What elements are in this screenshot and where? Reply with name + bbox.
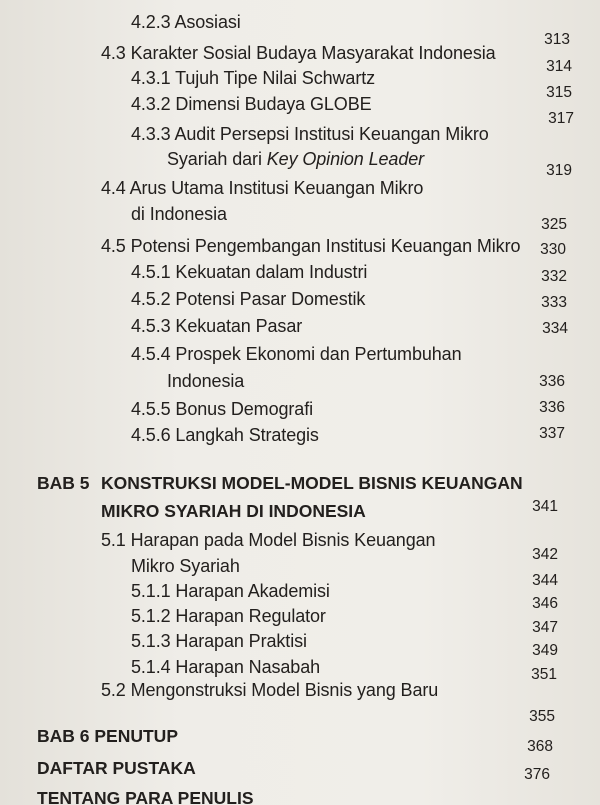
toc-entry-5-1-2: 5.1.2 Harapan Regulator [131,606,326,626]
toc-entry-4-5-1: 4.5.1 Kekuatan dalam Industri [131,262,368,282]
toc-entry-4-3-1: 4.3.1 Tujuh Tipe Nilai Schwartz [131,68,376,88]
toc-page-number: 337 [539,425,565,442]
toc-page-number: 332 [541,268,567,285]
toc-page-number: 368 [527,738,553,755]
chapter-label-bab-5: BAB 5 [37,473,90,493]
toc-page-number: 346 [532,595,558,612]
toc-page-number: 341 [532,498,558,515]
toc-entry-4-5-2: 4.5.2 Potensi Pasar Domestik [131,289,366,309]
toc-page-number: 317 [548,110,574,127]
toc-page-number: 319 [546,162,572,179]
toc-entry-4-5-6: 4.5.6 Langkah Strategis [131,425,319,445]
toc-entry-4-5-4: 4.5.4 Prospek Ekonomi dan Pertumbuhan [131,344,462,364]
toc-page-number: 314 [546,58,572,75]
toc-entry-5-2: 5.2 Mengonstruksi Model Bisnis yang Baru [101,680,439,700]
toc-entry-4-3-3-cont: Syariah dari Key Opinion Leader [167,149,425,169]
bibliography-entry: DAFTAR PUSTAKA [37,758,196,778]
toc-page-number: 351 [531,666,557,683]
toc-entry-4-3-2: 4.3.2 Dimensi Budaya GLOBE [131,94,372,114]
toc-entry-4-5-4-cont: Indonesia [167,371,245,391]
toc-entry-5-1-1: 5.1.1 Harapan Akademisi [131,581,330,601]
toc-entry-5-1-cont: Mikro Syariah [131,556,240,576]
toc-entry-4-4-cont: di Indonesia [131,204,227,224]
toc-page-number: 330 [540,241,566,258]
chapter-bab-6: BAB 6 PENUTUP [37,726,178,746]
toc-page-number: 342 [532,546,558,563]
toc-page-number: 376 [524,766,550,783]
toc-page-number: 313 [544,31,570,48]
toc-page-number: 325 [541,216,567,233]
toc-page-number: 355 [529,708,555,725]
toc-entry-4-5-5: 4.5.5 Bonus Demografi [131,399,314,419]
toc-entry-4-3: 4.3 Karakter Sosial Budaya Masyarakat Indonesia [101,43,496,63]
toc-page-number: 333 [541,294,567,311]
toc-page-number: 349 [532,642,558,659]
toc-entry-4-3-3: 4.3.3 Audit Persepsi Institusi Keuangan Mikro [131,124,489,144]
toc-entry-4-4: 4.4 Arus Utama Institusi Keuangan Mikro [101,178,424,198]
toc-page-number: 334 [542,320,568,337]
chapter-title-bab-5: KONSTRUKSI MODEL-MODEL BISNIS KEUANGAN [101,473,523,493]
toc-page-number: 336 [539,399,565,416]
chapter-title-bab-5-cont: MIKRO SYARIAH DI INDONESIA [101,501,366,521]
toc-entry-5-1: 5.1 Harapan pada Model Bisnis Keuangan [101,530,436,550]
toc-entry-4-5: 4.5 Potensi Pengembangan Institusi Keuangan Mikro [101,236,521,256]
toc-page-number: 315 [546,84,572,101]
toc-page-number: 344 [532,572,558,589]
toc-entry-5-1-3: 5.1.3 Harapan Praktisi [131,631,307,651]
toc-entry-5-1-4: 5.1.4 Harapan Nasabah [131,657,321,677]
toc-page-number: 336 [539,373,565,390]
about-authors-entry: TENTANG PARA PENULIS [37,788,254,805]
toc-page-number: 347 [532,619,558,636]
toc-entry-4-2-3: 4.2.3 Asosiasi [131,12,241,32]
toc-entry-4-5-3: 4.5.3 Kekuatan Pasar [131,316,303,336]
